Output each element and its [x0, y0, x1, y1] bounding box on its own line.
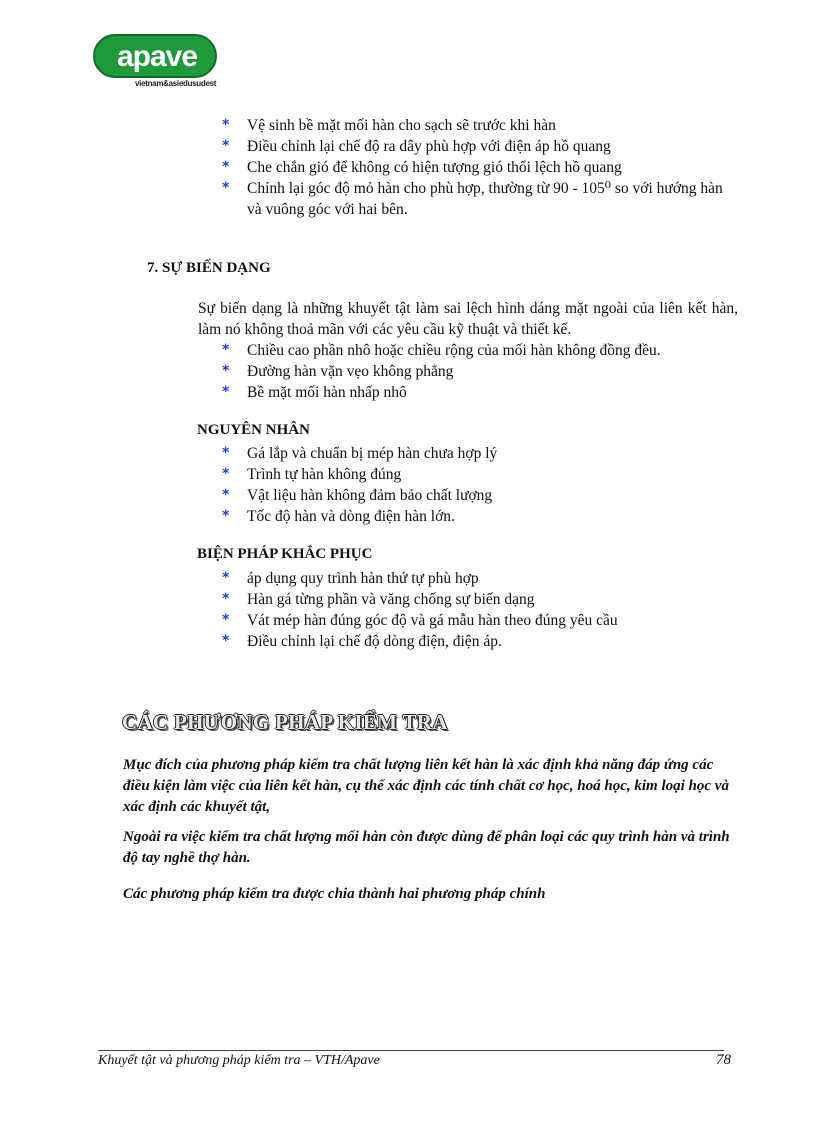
causes-title: NGUYÊN NHÂN — [197, 422, 310, 438]
logo-tagline: vietnam&asiedusudest — [135, 79, 217, 88]
causes-list — [222, 443, 732, 527]
asterisk-icon: * — [222, 591, 230, 607]
methods-heading: CÁC PHƯƠNG PHÁP KIỂM TRA — [122, 710, 448, 734]
asterisk-icon: * — [222, 384, 230, 400]
footer-divider — [98, 1050, 724, 1051]
list-item: * Bề mặt mối hàn nhấp nhô — [222, 384, 407, 401]
list-item: * Tốc độ hàn và dòng điện hàn lớn. — [222, 508, 455, 525]
methods-paragraph-1: Mục đích của phương pháp kiểm tra chất lượng liên kết hàn là xác định khả năng đáp ứng các điều kiện làm việc của liên kết hàn, cụ thể xác định các tính chất cơ học, hoá học, kim loại học và xác định các khuyết tật, — [123, 757, 729, 815]
remedies-list — [222, 568, 732, 652]
list-item: * Trình tự hàn không đúng — [222, 466, 402, 483]
list-item: * Điều chỉnh lại chế độ dòng điện, điện áp. — [222, 633, 502, 650]
list-item: * Chỉnh lại góc độ mỏ hàn cho phù hợp, thường từ 90 - 105⁰ so với hướng hàn và vuông góc với hai bên. — [222, 180, 723, 218]
prevention-list — [222, 115, 732, 220]
asterisk-icon: * — [222, 633, 230, 649]
asterisk-icon: * — [222, 138, 230, 154]
asterisk-icon: * — [222, 159, 230, 175]
footer-text: Khuyết tật và phương pháp kiểm tra – VTH/Apave — [98, 1053, 380, 1068]
deformation-list — [222, 340, 732, 403]
list-item: * Đường hàn vặn vẹo không phẳng — [222, 363, 454, 380]
section-title: 7. SỰ BIẾN DẠNG — [147, 260, 271, 276]
asterisk-icon: * — [222, 508, 230, 524]
list-item: * Chiều cao phần nhô hoặc chiều rộng của mối hàn không đồng đều. — [222, 342, 661, 359]
remedies-title: BIỆN PHÁP KHẮC PHỤC — [197, 546, 373, 562]
asterisk-icon: * — [222, 342, 230, 358]
apave-logo — [93, 34, 225, 92]
list-item: * Vật liệu hàn không đảm bảo chất lượng — [222, 487, 493, 504]
section-intro: Sự biến dạng là những khuyết tật làm sai lệch hình dáng mặt ngoài của liên kết hàn, làm nó không thoả mãn với các yêu cầu kỹ thuật và thiết kế. — [198, 300, 738, 338]
asterisk-icon: * — [222, 570, 230, 586]
asterisk-icon: * — [222, 487, 230, 503]
asterisk-icon: * — [222, 612, 230, 628]
list-item: * Gá lắp và chuẩn bị mép hàn chưa hợp lý — [222, 445, 498, 462]
asterisk-icon: * — [222, 180, 230, 196]
list-item: * Điều chỉnh lại chế độ ra dây phù hợp với điện áp hồ quang — [222, 138, 611, 155]
methods-paragraph-2: Ngoài ra việc kiểm tra chất lượng mối hàn còn được dùng để phân loại các quy trình hàn và trình độ tay nghề thợ hàn. — [123, 829, 730, 866]
list-item: * Che chắn gió để không có hiện tượng gió thổi lệch hồ quang — [222, 159, 622, 176]
asterisk-icon: * — [222, 445, 230, 461]
logo-brand: apave — [116, 40, 198, 73]
logo-badge — [93, 34, 217, 78]
methods-paragraph-3: Các phương pháp kiểm tra được chia thành hai phương pháp chính — [123, 886, 546, 902]
list-item: * Vệ sinh bề mặt mối hàn cho sạch sẽ trước khi hàn — [222, 117, 556, 134]
list-item: * Vát mép hàn đúng góc độ và gá mẫu hàn theo đúng yêu cầu — [222, 612, 618, 629]
page-number: 78 — [716, 1052, 731, 1068]
asterisk-icon: * — [222, 466, 230, 482]
asterisk-icon: * — [222, 363, 230, 379]
list-item: * Hàn gá từng phần và văng chống sự biến dạng — [222, 591, 535, 608]
list-item: * áp dụng quy trình hàn thứ tự phù hợp — [222, 570, 479, 587]
asterisk-icon: * — [222, 117, 230, 133]
